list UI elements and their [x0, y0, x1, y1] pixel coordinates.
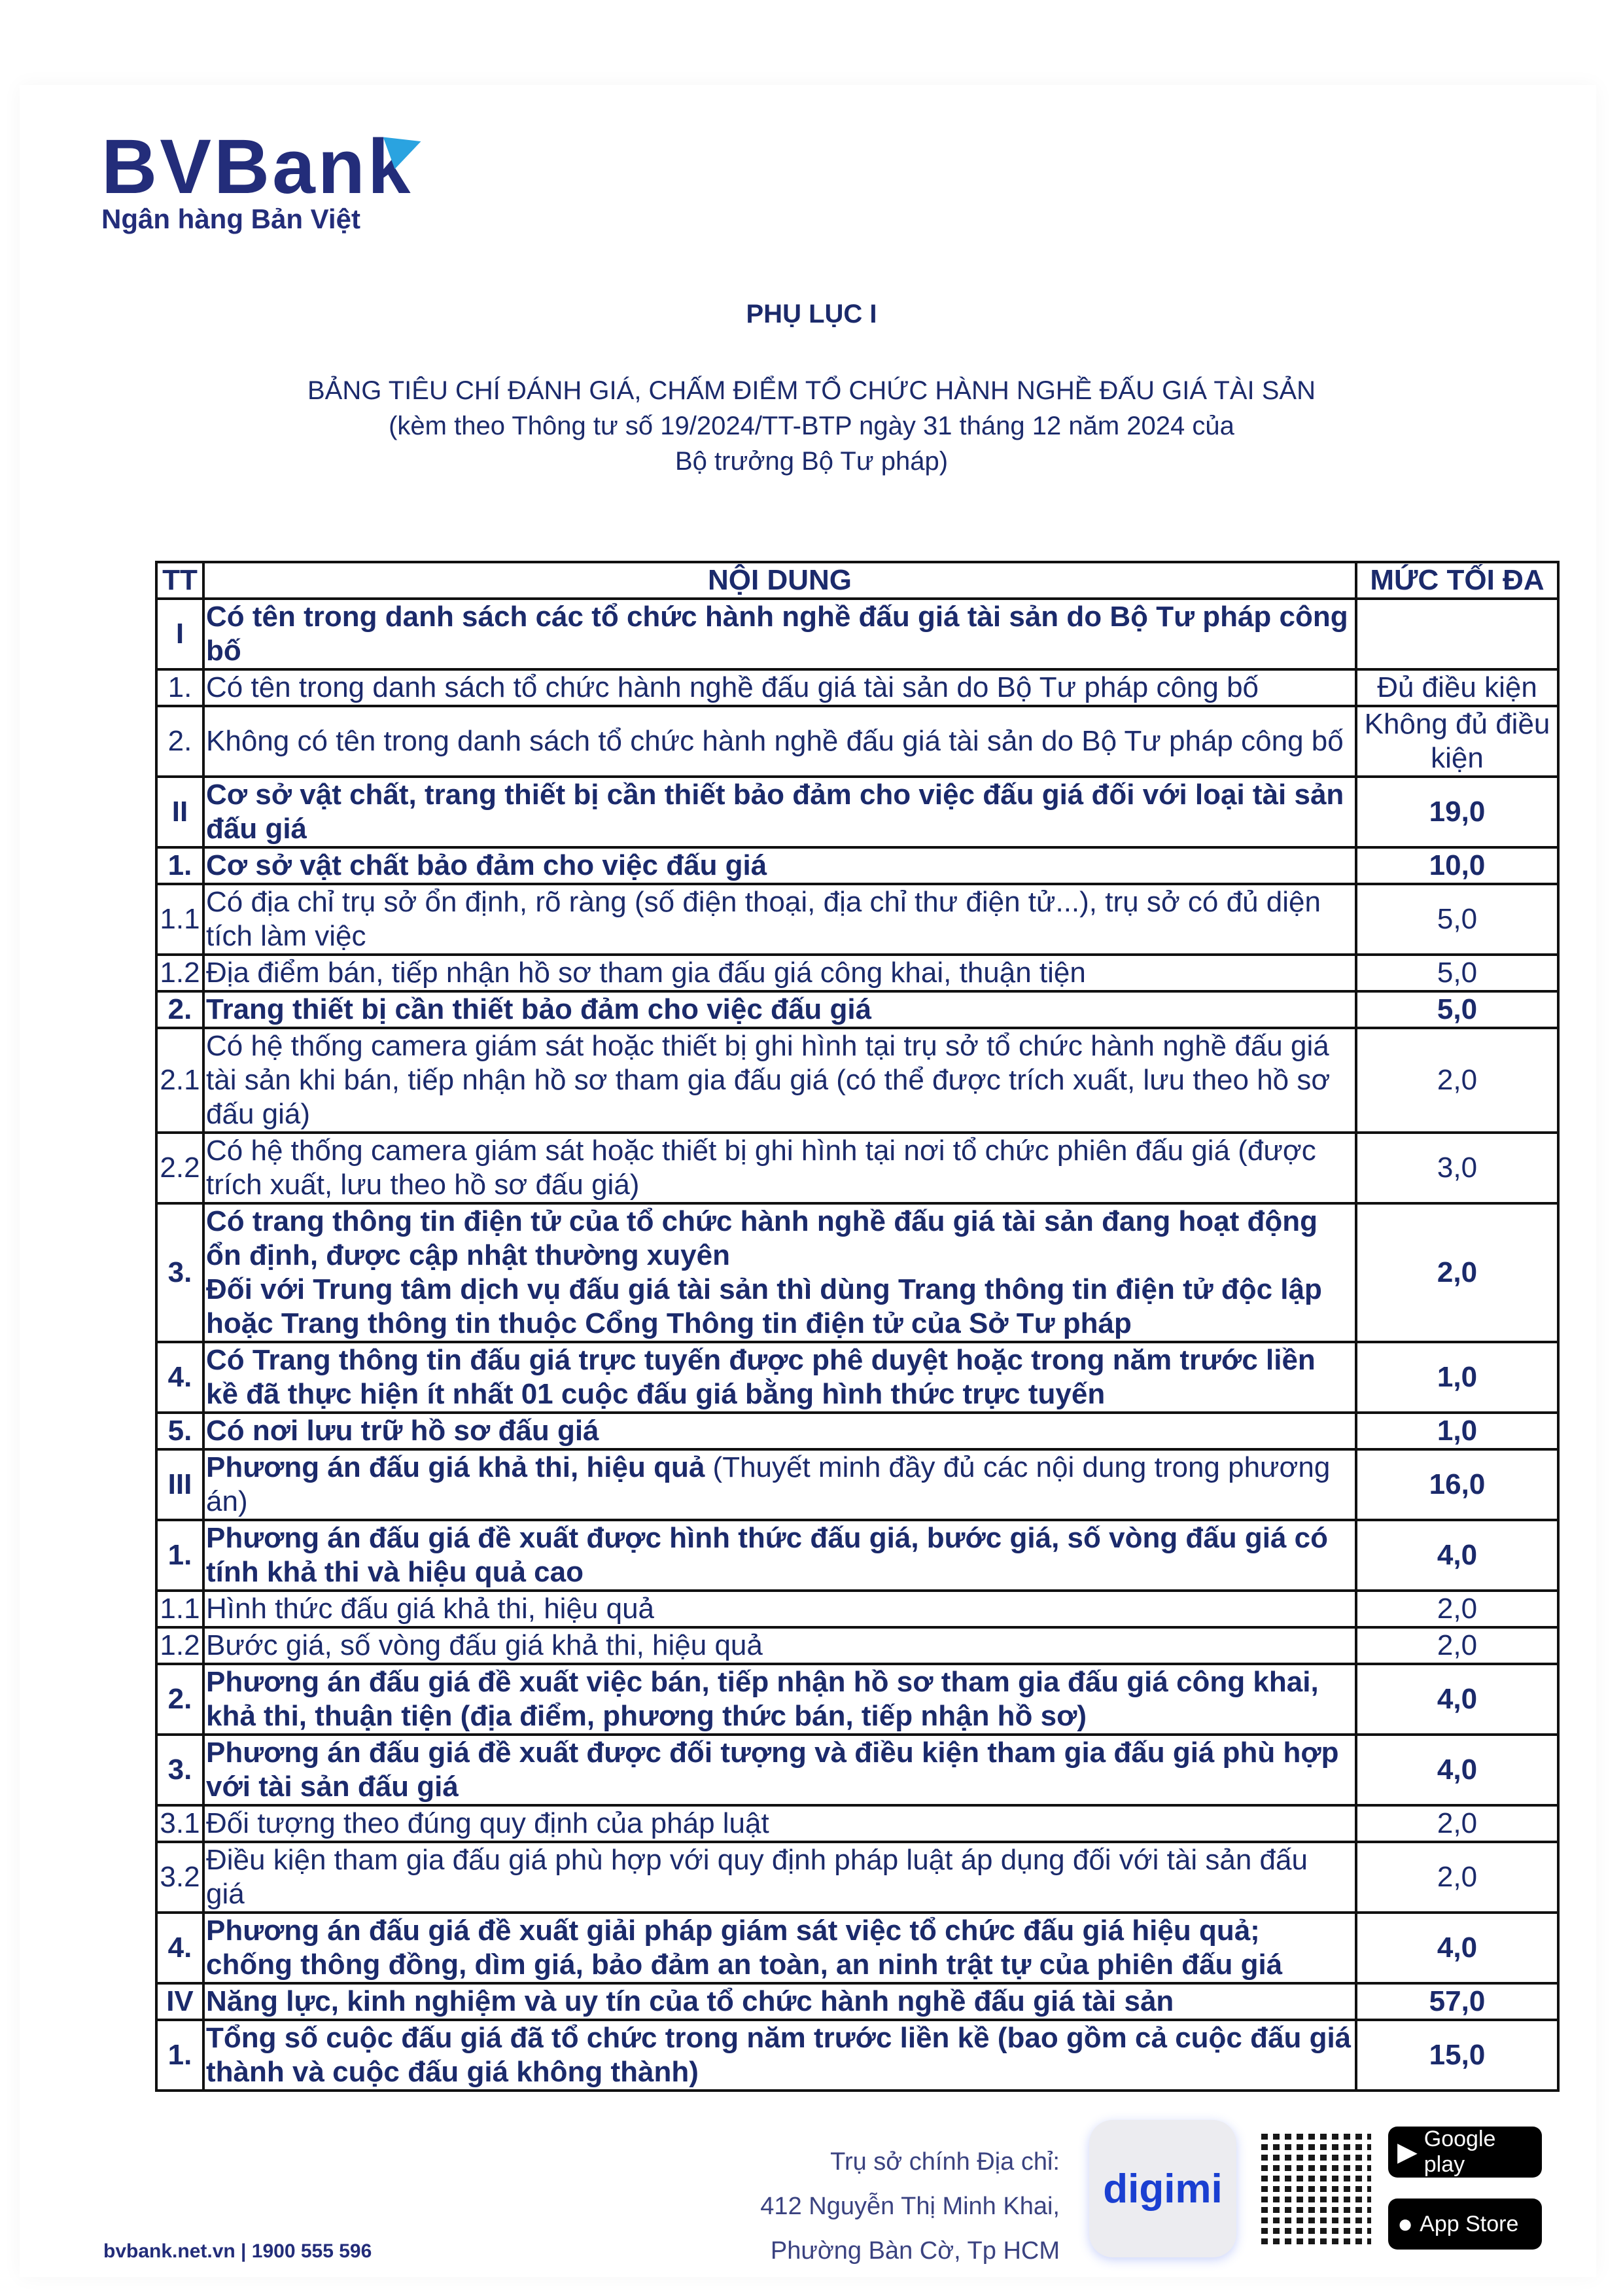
row-max-score: Đủ điều kiện: [1356, 669, 1558, 706]
row-content: Phương án đấu giá đề xuất giải pháp giám sát việc tổ chức đấu giá hiệu quả; chống thông đồng, dìm giá, bảo đảm an toàn, an ninh trật tự của phiên đấu giá: [206, 1915, 1283, 1981]
row-number: 3.: [156, 1735, 203, 1805]
row-max-score: 2,0: [1356, 1805, 1558, 1842]
document-subtitle: [0, 373, 1623, 479]
row-content: Tổng số cuộc đấu giá đã tổ chức trong năm trước liền kề (bao gồm cả cuộc đấu giá thành và cuộc đấu giá không thành): [206, 2022, 1352, 2088]
row-number: I: [156, 599, 203, 669]
row-content-cell: [203, 1028, 1356, 1133]
table-row: [156, 1627, 1558, 1664]
row-number: 1.2: [156, 1627, 203, 1664]
table-row: [156, 991, 1558, 1028]
footer-address: [760, 2140, 1060, 2273]
row-content-cell: [203, 1449, 1356, 1520]
table-row: [156, 955, 1558, 991]
table-row: [156, 1805, 1558, 1842]
row-number: 2.1: [156, 1028, 203, 1133]
row-number: 2.: [156, 1664, 203, 1735]
row-content-cell: [203, 1983, 1356, 2020]
row-max-score: 5,0: [1356, 955, 1558, 991]
row-content-cell: [203, 777, 1356, 847]
table-row: [156, 847, 1558, 884]
row-number: 3.: [156, 1203, 203, 1342]
google-play-badge[interactable]: [1388, 2127, 1542, 2178]
row-number: 2.: [156, 991, 203, 1028]
row-content: Đối tượng theo đúng quy định của pháp luật: [206, 1807, 769, 1839]
row-content: Không có tên trong danh sách tổ chức hành nghề đấu giá tài sản do Bộ Tư pháp công bố: [206, 725, 1344, 757]
row-content: Phương án đấu giá khả thi, hiệu quả: [206, 1451, 705, 1483]
row-max-score: 2,0: [1356, 1627, 1558, 1664]
row-number: 3.2: [156, 1842, 203, 1913]
row-max-score: Không đủ điều kiện: [1356, 706, 1558, 777]
appendix-title: PHỤ LỤC I: [746, 300, 877, 328]
row-number: II: [156, 777, 203, 847]
subtitle-line: (kèm theo Thông tư số 19/2024/TT-BTP ngày 31 tháng 12 năm 2024 của: [389, 412, 1234, 440]
row-content: Có hệ thống camera giám sát hoặc thiết bị ghi hình tại trụ sở tổ chức hành nghề đấu giá tài sản khi bán, tiếp nhận hồ sơ tham gia đấu giá (có thể được trích xuất, lưu theo hồ sơ đấu giá): [206, 1030, 1331, 1130]
table-row: [156, 1342, 1558, 1413]
row-content: Có nơi lưu trữ hồ sơ đấu giá: [206, 1415, 599, 1447]
address-line: Trụ sở chính Địa chỉ:: [830, 2148, 1060, 2176]
row-max-score: 4,0: [1356, 1520, 1558, 1591]
row-content-cell: [203, 1842, 1356, 1913]
table-row: [156, 1203, 1558, 1342]
row-content: Phương án đấu giá đề xuất được hình thức đấu giá, bước giá, số vòng đấu giá có tính khả thi và hiệu quả cao: [206, 1522, 1329, 1588]
row-number: 1.: [156, 669, 203, 706]
row-content-note: (Thuyết minh đầy đủ các nội dung trong phương án): [206, 1451, 1331, 1517]
address-line: Phường Bàn Cờ, Tp HCM: [770, 2237, 1060, 2265]
row-content: Năng lực, kinh nghiệm và uy tín của tổ chức hành nghề đấu giá tài sản: [206, 1985, 1174, 2017]
row-max-score: 5,0: [1356, 991, 1558, 1028]
table-row: [156, 1133, 1558, 1203]
row-content-cell: [203, 1591, 1356, 1627]
row-content: Trang thiết bị cần thiết bảo đảm cho việc đấu giá: [206, 993, 872, 1025]
row-number: IV: [156, 1983, 203, 2020]
play-icon: ▶: [1397, 2138, 1418, 2166]
table-row: [156, 599, 1558, 669]
apple-icon: ●: [1397, 2209, 1414, 2238]
row-number: 2.2: [156, 1133, 203, 1203]
header-max-score: MỨC TỐI ĐA: [1356, 562, 1558, 599]
row-max-score: 2,0: [1356, 1028, 1558, 1133]
header-content: NỘI DUNG: [203, 562, 1356, 599]
table-row: [156, 1735, 1558, 1805]
table-row: [156, 1983, 1558, 2020]
row-content: Có tên trong danh sách các tổ chức hành nghề đấu giá tài sản do Bộ Tư pháp công bố: [206, 601, 1348, 667]
address-line: 412 Nguyễn Thị Minh Khai,: [760, 2193, 1060, 2220]
row-max-score: 2,0: [1356, 1842, 1558, 1913]
table-row: [156, 1028, 1558, 1133]
row-number: III: [156, 1449, 203, 1520]
row-max-score: 2,0: [1356, 1203, 1558, 1342]
row-content-cell: [203, 884, 1356, 955]
row-number: 1.2: [156, 955, 203, 991]
row-number: 1.: [156, 2020, 203, 2091]
table-row: [156, 1842, 1558, 1913]
row-number: 1.: [156, 847, 203, 884]
row-number: 5.: [156, 1413, 203, 1449]
table-row: [156, 669, 1558, 706]
qr-code-icon: [1261, 2130, 1371, 2244]
table-header-row: [156, 562, 1558, 599]
row-max-score: 15,0: [1356, 2020, 1558, 2091]
row-content-cell: [203, 2020, 1356, 2091]
table-row: [156, 2020, 1558, 2091]
table-row: [156, 1449, 1558, 1520]
row-content: Có hệ thống camera giám sát hoặc thiết bị ghi hình tại nơi tổ chức phiên đấu giá (được trích xuất, lưu theo hồ sơ đấu giá): [206, 1135, 1316, 1201]
row-max-score: 19,0: [1356, 777, 1558, 847]
row-content-cell: [203, 669, 1356, 706]
row-max-score: 1,0: [1356, 1413, 1558, 1449]
row-content: Bước giá, số vòng đấu giá khả thi, hiệu quả: [206, 1629, 763, 1661]
logo-subtitle: Ngân hàng Bản Việt: [101, 203, 360, 234]
row-content: Cơ sở vật chất bảo đảm cho việc đấu giá: [206, 849, 767, 881]
row-content-cell: [203, 1342, 1356, 1413]
subtitle-line: Bộ trưởng Bộ Tư pháp): [674, 447, 949, 476]
row-max-score: [1356, 599, 1558, 669]
row-content: Có tên trong danh sách tổ chức hành nghề đấu giá tài sản do Bộ Tư pháp công bố: [206, 671, 1259, 703]
row-content: Địa điểm bán, tiếp nhận hồ sơ tham gia đấu giá công khai, thuận tiện: [206, 957, 1086, 989]
row-content: Có trang thông tin điện tử của tổ chức hành nghề đấu giá tài sản đang hoạt động ổn định, được cập nhật thường xuyên: [206, 1205, 1318, 1271]
app-store-badge[interactable]: [1388, 2199, 1542, 2250]
row-content-cell: [203, 991, 1356, 1028]
row-number: 3.1: [156, 1805, 203, 1842]
bvbank-logo: [101, 124, 413, 235]
row-max-score: 2,0: [1356, 1591, 1558, 1627]
digimi-label: digimi: [1103, 2166, 1223, 2212]
row-number: 1.1: [156, 884, 203, 955]
row-number: 4.: [156, 1342, 203, 1413]
row-number: 4.: [156, 1913, 203, 1983]
row-content-cell: [203, 847, 1356, 884]
row-max-score: 5,0: [1356, 884, 1558, 955]
row-max-score: 3,0: [1356, 1133, 1558, 1203]
row-content: Hình thức đấu giá khả thi, hiệu quả: [206, 1593, 655, 1625]
row-content-cell: [203, 1133, 1356, 1203]
row-content-cell: [203, 599, 1356, 669]
criteria-table: [155, 561, 1560, 2092]
footer-contact: bvbank.net.vn | 1900 555 596: [103, 2240, 372, 2262]
row-content: Có địa chỉ trụ sở ổn định, rõ ràng (số điện thoại, địa chỉ thư điện tử...), trụ sở có đủ diện tích làm việc: [206, 886, 1321, 952]
row-max-score: 4,0: [1356, 1664, 1558, 1735]
row-number: 1.: [156, 1520, 203, 1591]
table-row: [156, 1664, 1558, 1735]
row-max-score: 10,0: [1356, 847, 1558, 884]
table-row: [156, 1591, 1558, 1627]
row-number: 2.: [156, 706, 203, 777]
row-max-score: 4,0: [1356, 1913, 1558, 1983]
row-content: Có Trang thông tin đấu giá trực tuyến được phê duyệt hoặc trong năm trước liền kề đã thực hiện ít nhất 01 cuộc đấu giá bằng hình thức trực tuyến: [206, 1344, 1316, 1410]
subtitle-line: BẢNG TIÊU CHÍ ĐÁNH GIÁ, CHẤM ĐIỂM TỔ CHỨC HÀNH NGHỀ ĐẤU GIÁ TÀI SẢN: [307, 376, 1316, 405]
row-content-line2: Đối với Trung tâm dịch vụ đấu giá tài sản thì dùng Trang thông tin điện tử độc lập hoặc Trang thông tin thuộc Cổng Thông tin điện tử của Sở Tư pháp: [206, 1273, 1322, 1339]
table-row: [156, 777, 1558, 847]
row-content-cell: [203, 706, 1356, 777]
row-content-cell: [203, 1413, 1356, 1449]
app-store-label: App Store: [1420, 2211, 1519, 2236]
row-content-cell: [203, 1664, 1356, 1735]
digimi-app-icon[interactable]: [1089, 2120, 1236, 2257]
row-max-score: 1,0: [1356, 1342, 1558, 1413]
row-content-cell: [203, 1520, 1356, 1591]
row-content-cell: [203, 955, 1356, 991]
row-content: Cơ sở vật chất, trang thiết bị cần thiết bảo đảm cho việc đấu giá đối với loại tài sản đấu giá: [206, 779, 1344, 845]
row-content-cell: [203, 1913, 1356, 1983]
table-row: [156, 1520, 1558, 1591]
row-content-cell: [203, 1203, 1356, 1342]
row-max-score: 4,0: [1356, 1735, 1558, 1805]
row-content: Phương án đấu giá đề xuất việc bán, tiếp nhận hồ sơ tham gia đấu giá công khai, khả thi, thuận tiện (địa điểm, phương thức bán, tiếp nhận hồ sơ): [206, 1666, 1319, 1732]
row-number: 1.1: [156, 1591, 203, 1627]
row-max-score: 16,0: [1356, 1449, 1558, 1520]
table-row: [156, 706, 1558, 777]
logo-wordmark: BVBank: [101, 124, 413, 210]
row-content: Phương án đấu giá đề xuất được đối tượng và điều kiện tham gia đấu giá phù hợp với tài sản đấu giá: [206, 1737, 1339, 1803]
row-content: Điều kiện tham gia đấu giá phù hợp với quy định pháp luật áp dụng đối với tài sản đấu giá: [206, 1844, 1308, 1910]
table-row: [156, 1913, 1558, 1983]
row-max-score: 57,0: [1356, 1983, 1558, 2020]
table-row: [156, 884, 1558, 955]
row-content-cell: [203, 1805, 1356, 1842]
table-row: [156, 1413, 1558, 1449]
header-tt: TT: [156, 562, 203, 599]
row-content-cell: [203, 1627, 1356, 1664]
google-play-label: Google play: [1423, 2127, 1496, 2177]
row-content-cell: [203, 1735, 1356, 1805]
